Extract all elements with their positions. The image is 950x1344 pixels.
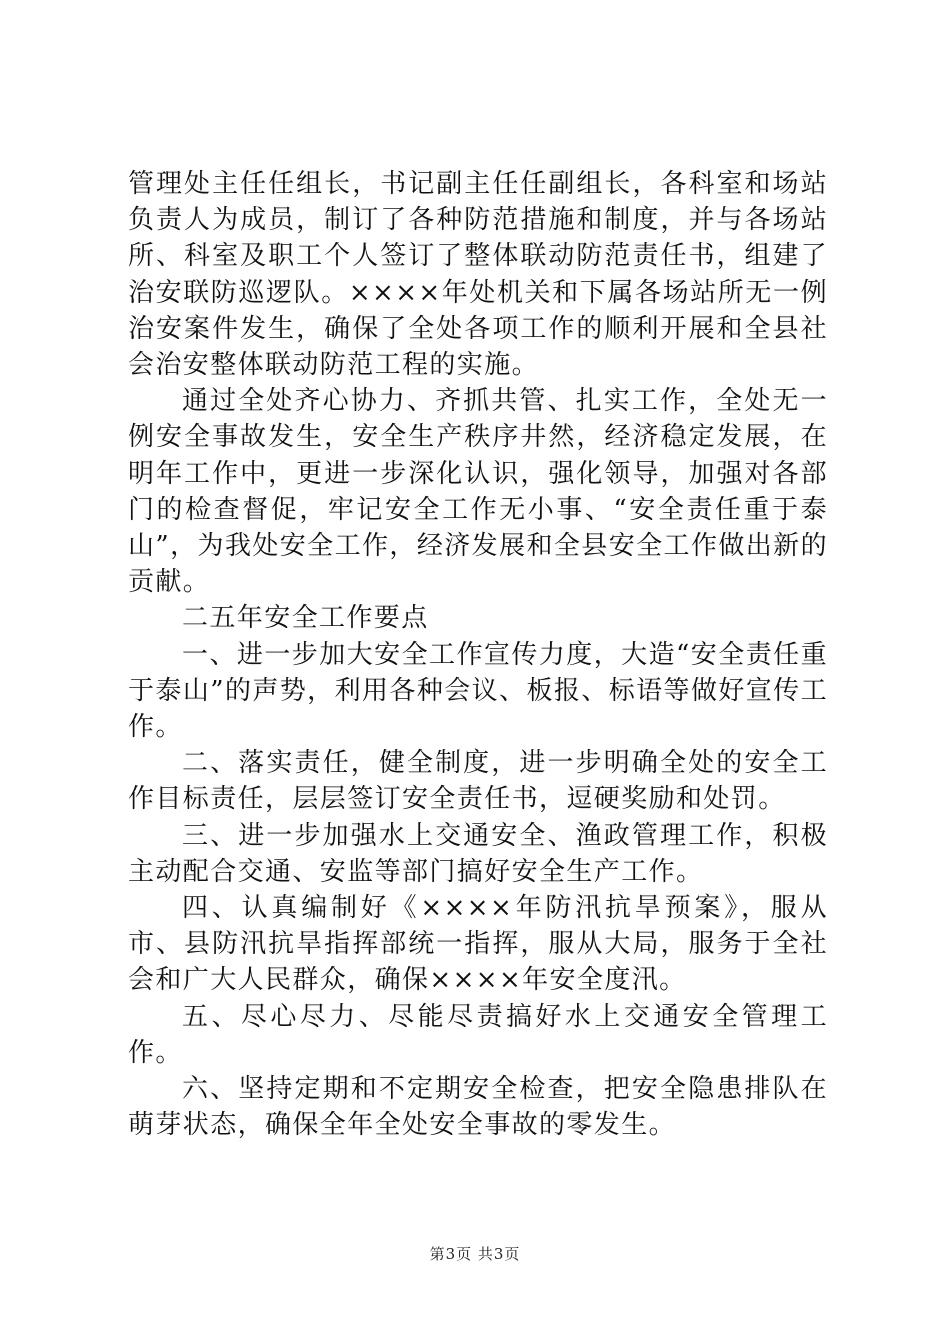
paragraph-summary: 通过全处齐心协力、齐抓共管、扎实工作，全处无一例安全事故发生，安全生产秩序井然，经济稳定发展，在明年工作中，更进一步深化认识，强化领导，加强对各部门的检查督促，牢记安全工作无小事、“安全责任重于泰山”，为我处安全工作，经济发展和全县安全工作做出新的贡献。 — [128, 386, 828, 598]
list-item-4: 四、认真编制好《××××年防汛抗旱预案》，服从市、县防汛抗旱指挥部统一指挥，服从大局，服务于全社会和广大人民群众，确保××××年安全度汛。 — [128, 893, 828, 996]
list-item-1: 一、进一步加大安全工作宣传力度，大造“安全责任重于泰山”的声势，利用各种会议、板报、标语等做好宣传工作。 — [128, 639, 828, 743]
page-number-footer: 第3页 共3页 — [429, 1245, 521, 1263]
list-item-3: 三、进一步加强水上交通安全、渔政管理工作，积极主动配合交通、安监等部门搞好安全生产工作。 — [128, 820, 828, 887]
list-item-6: 六、坚持定期和不定期安全检查，把安全隐患排队在萌芽状态，确保全年全处安全事故的零发生。 — [128, 1074, 828, 1141]
document-body — [128, 166, 828, 1143]
list-item-2: 二、落实责任，健全制度，进一步明确全处的安全工作目标责任，层层签订安全责任书，逗硬奖励和处罚。 — [128, 748, 828, 815]
list-item-5: 五、尽心尽力、尽能尽责搞好水上交通安全管理工作。 — [128, 1001, 828, 1068]
paragraph-continuation: 管理处主任任组长，书记副主任任副组长，各科室和场站负责人为成员，制订了各种防范措施和制度，并与各场站所、科室及职工个人签订了整体联动防范责任书，组建了治安联防巡逻队。××××年处机关和下属各场站所无一例治安案件发生，确保了全处各项工作的顺利开展和全县社会治安整体联动防范工程的实施。 — [128, 169, 828, 381]
section-heading: 二五年安全工作要点 — [182, 603, 429, 634]
